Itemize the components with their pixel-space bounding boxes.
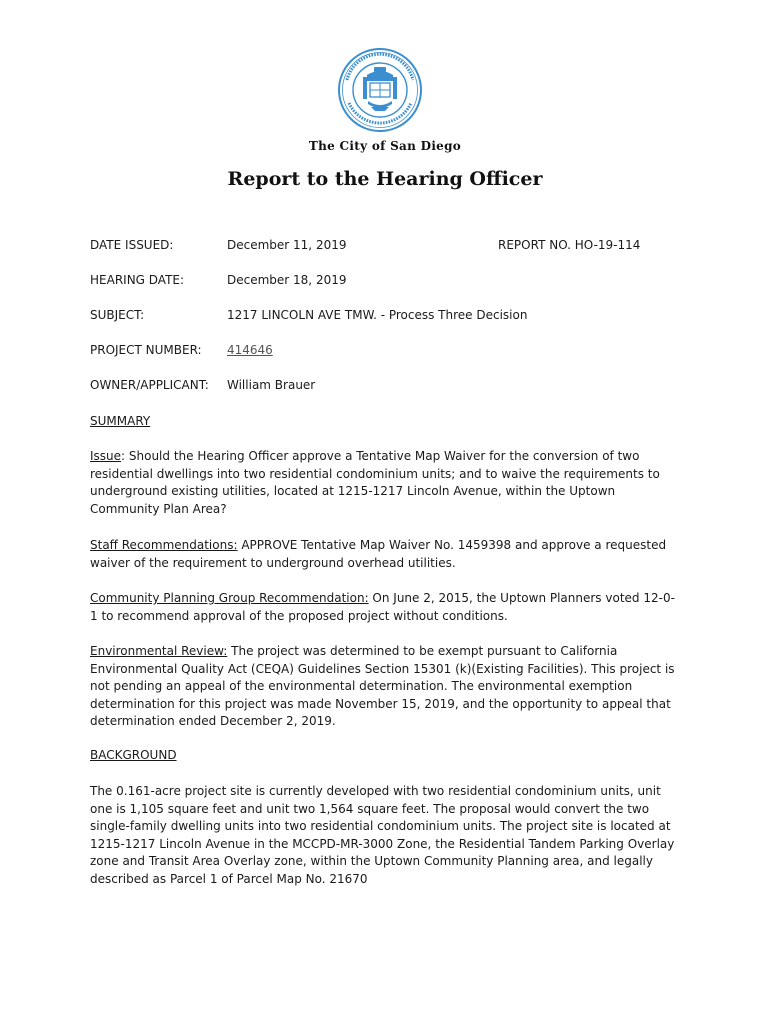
project-number-label: PROJECT NUMBER: [90,343,202,357]
staff-recommendations-text: APPROVE Tentative Map Waiver No. 1459398 and approve a requested waiver of the requirement to underground overhead utilities. [90,538,667,570]
environmental-review-paragraph [90,643,680,731]
environmental-review-label: Environmental Review: [90,644,228,658]
report-number: REPORT NO. HO-19-114 [498,238,641,252]
city-name: The City of San Diego [308,139,462,153]
issue-paragraph [90,448,680,518]
project-number-link[interactable]: 414646 [227,343,273,357]
report-title: Report to the Hearing Officer [227,168,543,190]
background-paragraph: The 0.161-acre project site is currently developed with two residential condominium units, unit one is 1,105 square feet and unit two 1,564 square feet. The proposal would convert the two single-family dwelling units into two residential condominium units. The project site is located at 1215-1217 Lincoln Avenue in the MCCPD-MR-3000 Zone, the Residential Tandem Parking Overlay zone and Transit Area Overlay zone, within the Uptown Community Planning area, and legally described as Parcel 1 of Parcel Map No. 21670 [90,784,675,886]
summary-heading: SUMMARY [90,414,151,428]
hearing-date-label: HEARING DATE: [90,273,185,287]
staff-recommendations-label: Staff Recommendations: [90,538,238,552]
community-planning-text: On June 2, 2015, the Uptown Planners voted 12-0-1 to recommend approval of the proposed project without conditions. [90,591,675,623]
staff-recommendations-paragraph [90,537,680,572]
environmental-review-text: The project was determined to be exempt pursuant to California Environmental Quality Act (CEQA) Guidelines Section 15301 (k)(Existing Facilities). This project is not pending an appeal of the environmental determination. The environmental exemption determination for this project was made November 15, 2019, and the opportunity to appeal that determination ended December 2, 2019. [90,644,675,728]
community-planning-label: Community Planning Group Recommendation: [90,591,369,605]
subject-label: SUBJECT: [90,308,145,322]
community-planning-paragraph [90,590,680,625]
issue-label: Issue [90,449,122,463]
city-seal-logo [337,47,423,133]
date-issued-label: DATE ISSUED: [90,238,174,252]
date-issued-value: December 11, 2019 [227,238,347,252]
issue-text: : Should the Hearing Officer approve a Tentative Map Waiver for the conversion of two residential dwellings into two residential condominium units; and to waive the requirements to underground existing utilities, located at 1215-1217 Lincoln Avenue, within the Uptown Community Plan Area? [90,449,660,516]
owner-applicant-label: OWNER/APPLICANT: [90,378,209,392]
background-heading: BACKGROUND [90,748,177,762]
owner-applicant-value: William Brauer [227,378,316,392]
subject-value: 1217 LINCOLN AVE TMW. - Process Three Decision [227,308,528,322]
hearing-date-value: December 18, 2019 [227,273,347,287]
